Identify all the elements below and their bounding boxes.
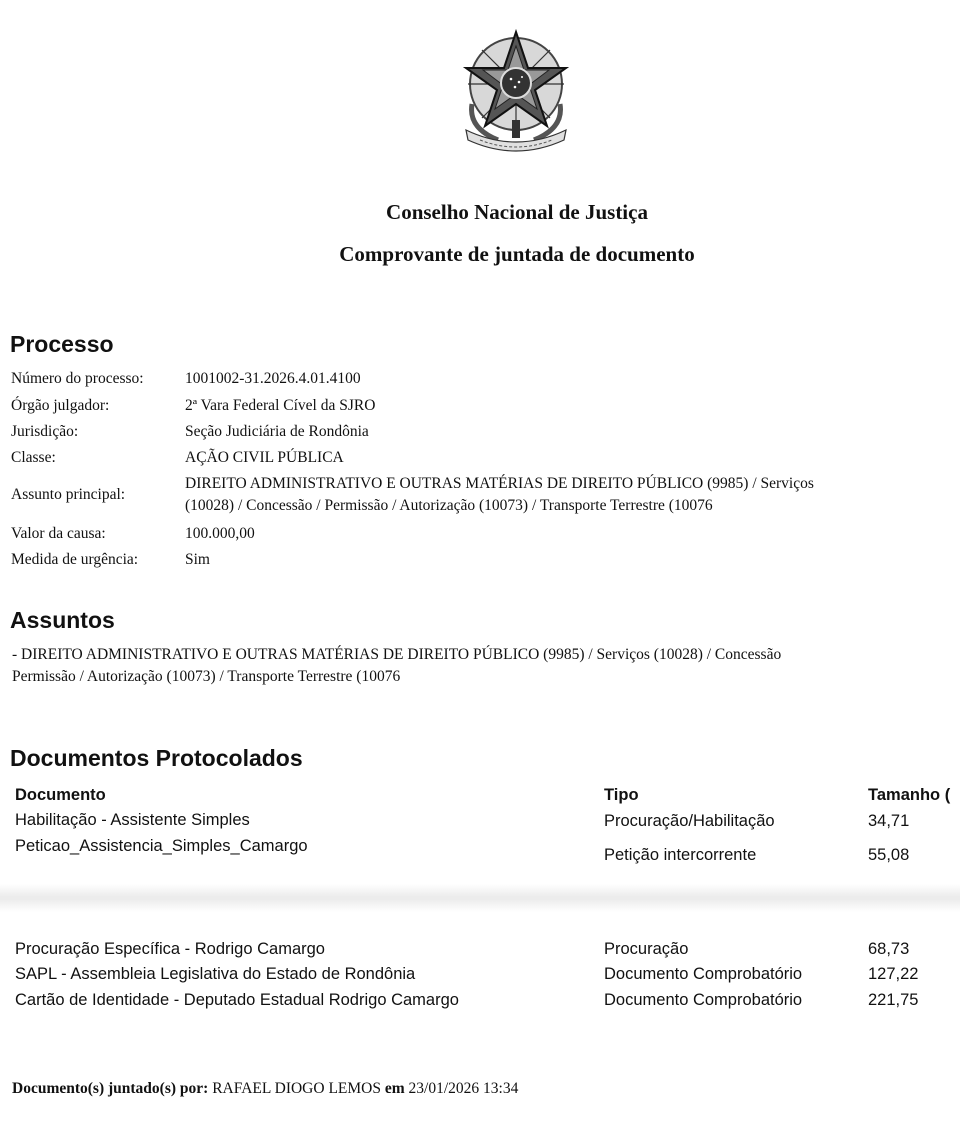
row-tipo: Petição intercorrente (604, 846, 757, 864)
numero-value: 1001002-31.2026.4.01.4100 (185, 370, 361, 387)
valor-label: Valor da causa: (11, 525, 106, 542)
footer-em: em (384, 1080, 405, 1097)
orgao-value: 2ª Vara Federal Cível da SJRO (185, 397, 376, 414)
row-tamanho: 127,22 (868, 965, 919, 983)
row-tamanho: 34,71 (868, 812, 910, 830)
row-tipo: Documento Comprobatório (604, 965, 803, 983)
row-documento: Cartão de Identidade - Deputado Estadual Rodrigo Camargo (15, 991, 459, 1009)
row-tipo: Documento Comprobatório (604, 991, 803, 1009)
assunto-principal-line2: (10028) / Concessão / Permissão / Autorização (10073) / Transporte Terrestre (10076 (185, 497, 713, 514)
valor-value: 100.000,00 (185, 525, 255, 542)
row-documento: SAPL - Assembleia Legislativa do Estado de Rondônia (15, 965, 416, 983)
classe-value: AÇÃO CIVIL PÚBLICA (185, 449, 344, 466)
processo-heading: Processo (10, 331, 114, 357)
footer-datetime: 23/01/2026 13:34 (408, 1080, 519, 1097)
assunto-principal-line1: DIREITO ADMINISTRATIVO E OUTRAS MATÉRIAS DE DIREITO PÚBLICO (9985) / Serviços (185, 475, 814, 492)
row-tamanho: 55,08 (868, 846, 910, 864)
row-documento: Peticao_Assistencia_Simples_Camargo (15, 837, 308, 855)
col-tamanho-header: Tamanho ( (868, 786, 951, 804)
row-tamanho: 68,73 (868, 940, 910, 958)
row-tipo: Procuração/Habilitação (604, 812, 775, 830)
row-documento: Habilitação - Assistente Simples (15, 811, 250, 829)
col-tipo-header: Tipo (604, 786, 639, 804)
assuntos-line1: - DIREITO ADMINISTRATIVO E OUTRAS MATÉRIAS DE DIREITO PÚBLICO (9985) / Serviços (10028) / Concessão (12, 646, 782, 663)
row-tamanho: 221,75 (868, 991, 919, 1009)
footer-label: Documento(s) juntado(s) por: (12, 1080, 209, 1097)
document-title: Comprovante de juntada de documento (339, 242, 695, 266)
classe-label: Classe: (11, 449, 56, 466)
row-tipo: Procuração (604, 940, 689, 958)
numero-label: Número do processo: (11, 370, 144, 387)
orgao-label: Órgão julgador: (11, 397, 110, 414)
coat-of-arms-seal (458, 28, 574, 156)
row-documento: Procuração Específica - Rodrigo Camargo (15, 940, 325, 958)
documentos-heading: Documentos Protocolados (10, 745, 303, 771)
assuntos-heading: Assuntos (10, 607, 115, 633)
assunto-principal-label: Assunto principal: (11, 486, 126, 503)
page-break (0, 884, 960, 912)
urgencia-value: Sim (185, 551, 210, 568)
footer-name: RAFAEL DIOGO LEMOS (212, 1080, 381, 1097)
assuntos-line2: Permissão / Autorização (10073) / Transporte Terrestre (10076 (12, 668, 401, 685)
jurisdicao-value: Seção Judiciária de Rondônia (185, 423, 369, 440)
jurisdicao-label: Jurisdição: (11, 423, 79, 440)
urgencia-label: Medida de urgência: (11, 551, 139, 568)
juntada-footer (12, 1080, 518, 1098)
org-title: Conselho Nacional de Justiça (386, 200, 648, 224)
col-documento-header: Documento (15, 786, 106, 804)
